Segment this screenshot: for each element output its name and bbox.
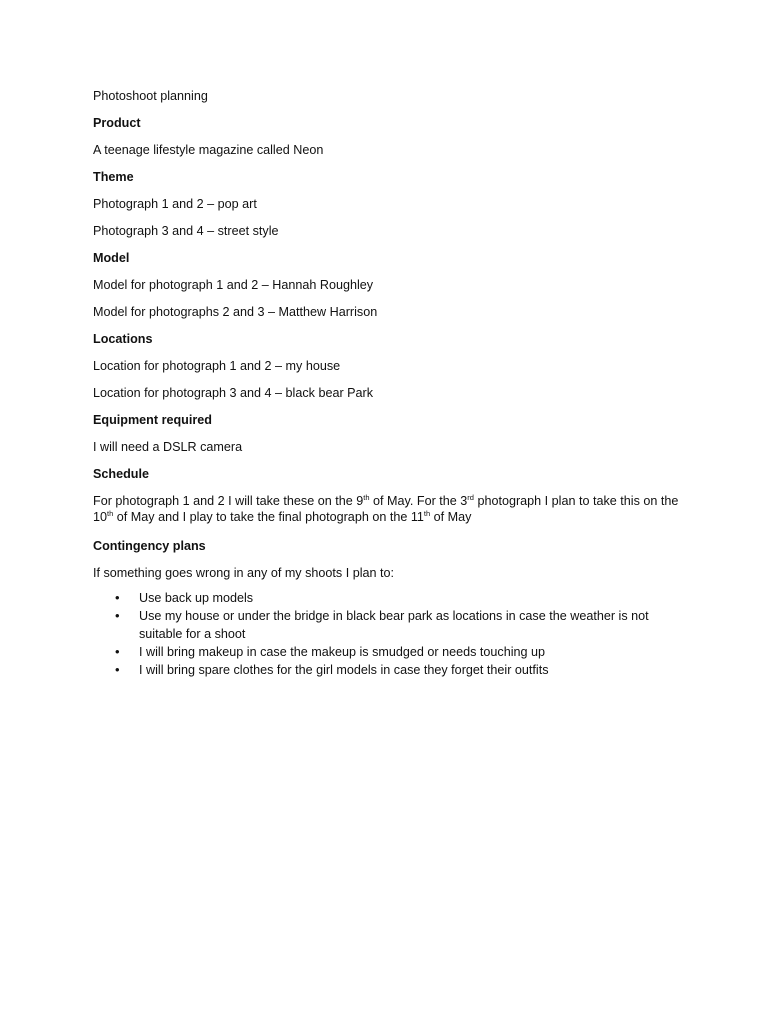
theme-line-2: Photograph 3 and 4 – street style — [93, 224, 279, 238]
schedule-text-2: of May. For the 3 — [369, 494, 468, 508]
list-item-text: I will bring spare clothes for the girl models in case they forget their outfits — [139, 663, 549, 677]
product-text: A teenage lifestyle magazine called Neon — [93, 143, 324, 157]
theme-line-1: Photograph 1 and 2 – pop art — [93, 197, 257, 211]
list-item — [93, 661, 683, 679]
schedule-sup-4: th — [423, 509, 431, 518]
list-item-text: Use my house or under the bridge in black bear park as locations in case the weather is not suitable for a shoot — [139, 609, 649, 641]
product-heading: Product — [93, 116, 141, 130]
schedule-text-1: For photograph 1 and 2 I will take these on the 9 — [93, 494, 364, 508]
bullet-icon: • — [115, 662, 120, 677]
list-item-text: I will bring makeup in case the makeup is smudged or needs touching up — [139, 645, 546, 659]
location-line-2: Location for photograph 3 and 4 – black bear Park — [93, 386, 374, 400]
model-line-2: Model for photographs 2 and 3 – Matthew Harrison — [93, 305, 378, 319]
contingency-list — [93, 589, 683, 679]
list-item-text: Use back up models — [139, 591, 254, 605]
schedule-sup-2: rd — [467, 493, 474, 502]
theme-heading: Theme — [93, 170, 134, 184]
schedule-text-3: photograph I plan to take this on the 10 — [93, 494, 679, 524]
list-item — [93, 607, 683, 643]
schedule-sup-1: th — [363, 493, 370, 502]
schedule-sup-3: th — [107, 509, 114, 518]
contingency-heading: Contingency plans — [93, 539, 206, 553]
equipment-heading: Equipment required — [93, 413, 212, 427]
model-line-1: Model for photograph 1 and 2 – Hannah Roughley — [93, 278, 374, 292]
schedule-text-5: of May — [430, 510, 472, 524]
schedule-paragraph — [93, 493, 683, 525]
bullet-icon: • — [115, 644, 120, 659]
list-item — [93, 589, 683, 607]
bullet-icon: • — [115, 590, 120, 605]
document-title: Photoshoot planning — [93, 89, 208, 103]
schedule-text-4: of May and I play to take the final photograph on the 11 — [113, 510, 424, 524]
location-line-1: Location for photograph 1 and 2 – my house — [93, 359, 341, 373]
locations-heading: Locations — [93, 332, 153, 346]
contingency-intro: If something goes wrong in any of my shoots I plan to: — [93, 566, 395, 580]
document-page — [93, 88, 683, 679]
model-heading: Model — [93, 251, 130, 265]
schedule-heading: Schedule — [93, 467, 149, 481]
list-item — [93, 643, 683, 661]
bullet-icon: • — [115, 608, 120, 623]
equipment-text: I will need a DSLR camera — [93, 440, 243, 454]
